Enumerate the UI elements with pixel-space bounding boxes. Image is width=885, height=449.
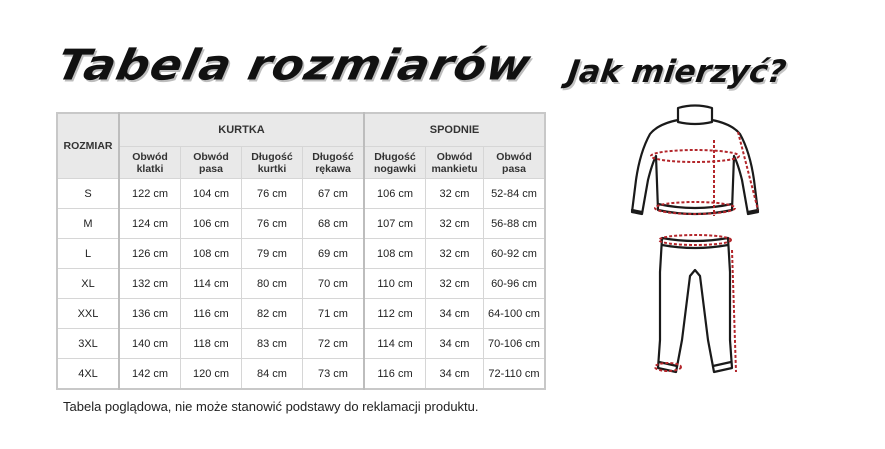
table-row (57, 179, 545, 209)
col-header-jacket-length: Długość kurtki (242, 147, 303, 179)
measurement-cell: 67 cm (303, 179, 365, 209)
measurement-cell: 76 cm (242, 209, 303, 239)
measurement-cell: 140 cm (119, 329, 181, 359)
measurement-cell: 72-110 cm (484, 359, 546, 390)
measurement-cell: 76 cm (242, 179, 303, 209)
col-header-jacket-waist: Obwód pasa (181, 147, 242, 179)
size-label-cell: S (57, 179, 119, 209)
measurement-cell: 108 cm (364, 239, 426, 269)
measurement-cell: 104 cm (181, 179, 242, 209)
size-label-cell: M (57, 209, 119, 239)
measurement-cell: 68 cm (303, 209, 365, 239)
col-header-pants-waist: Obwód pasa (484, 147, 546, 179)
measurement-cell: 56-88 cm (484, 209, 546, 239)
measurement-cell: 80 cm (242, 269, 303, 299)
table-row (57, 269, 545, 299)
measurement-cell: 142 cm (119, 359, 181, 390)
measurement-cell: 132 cm (119, 269, 181, 299)
measurement-cell: 108 cm (181, 239, 242, 269)
col-header-chest: Obwód klatki (119, 147, 181, 179)
measurement-cell: 84 cm (242, 359, 303, 390)
tracksuit-measurement-diagram-icon (610, 100, 780, 390)
column-header-row (57, 147, 545, 179)
measurement-cell: 32 cm (426, 239, 484, 269)
pants-group-header: SPODNIE (364, 113, 545, 147)
measurement-cell: 32 cm (426, 269, 484, 299)
measurement-cell: 110 cm (364, 269, 426, 299)
disclaimer-note: Tabela poglądowa, nie może stanowić podstawy do reklamacji produktu. (63, 399, 479, 414)
col-header-leg-length: Długość nogawki (364, 147, 426, 179)
jacket-group-header: KURTKA (119, 113, 364, 147)
measurement-cell: 73 cm (303, 359, 365, 390)
measurement-cell: 106 cm (364, 179, 426, 209)
measurement-cell: 52-84 cm (484, 179, 546, 209)
size-table (56, 112, 546, 390)
table-row (57, 329, 545, 359)
measurement-cell: 126 cm (119, 239, 181, 269)
measurement-cell: 60-92 cm (484, 239, 546, 269)
measurement-cell: 120 cm (181, 359, 242, 390)
table-row (57, 299, 545, 329)
measurement-cell: 69 cm (303, 239, 365, 269)
size-label-cell: 4XL (57, 359, 119, 390)
measurement-cell: 34 cm (426, 359, 484, 390)
size-label-cell: 3XL (57, 329, 119, 359)
measurement-cell: 83 cm (242, 329, 303, 359)
measurement-cell: 70-106 cm (484, 329, 546, 359)
measurement-cell: 107 cm (364, 209, 426, 239)
size-label-cell: L (57, 239, 119, 269)
measurement-cell: 79 cm (242, 239, 303, 269)
measurement-cell: 116 cm (364, 359, 426, 390)
size-label-cell: XL (57, 269, 119, 299)
page-title: Tabela rozmiarów (52, 40, 536, 90)
measurement-cell: 34 cm (426, 329, 484, 359)
measurement-cell: 116 cm (181, 299, 242, 329)
col-header-sleeve-length: Długość rękawa (303, 147, 365, 179)
measurement-cell: 122 cm (119, 179, 181, 209)
measurement-cell: 106 cm (181, 209, 242, 239)
table-row (57, 359, 545, 390)
size-label-cell: XXL (57, 299, 119, 329)
measurement-cell: 70 cm (303, 269, 365, 299)
measurement-cell: 114 cm (364, 329, 426, 359)
measurement-cell: 71 cm (303, 299, 365, 329)
measurement-cell: 64-100 cm (484, 299, 546, 329)
measurement-cell: 32 cm (426, 209, 484, 239)
measurement-cell: 72 cm (303, 329, 365, 359)
table-row (57, 239, 545, 269)
measurement-cell: 32 cm (426, 179, 484, 209)
measurement-cell: 60-96 cm (484, 269, 546, 299)
table-row (57, 209, 545, 239)
measurement-cell: 124 cm (119, 209, 181, 239)
how-to-measure-heading: Jak mierzyć? (565, 54, 789, 90)
measurement-cell: 112 cm (364, 299, 426, 329)
col-header-cuff: Obwód mankietu (426, 147, 484, 179)
measurement-cell: 118 cm (181, 329, 242, 359)
size-column-header: ROZMIAR (57, 113, 119, 179)
measurement-cell: 82 cm (242, 299, 303, 329)
measurement-cell: 114 cm (181, 269, 242, 299)
measurement-cell: 136 cm (119, 299, 181, 329)
measurement-cell: 34 cm (426, 299, 484, 329)
